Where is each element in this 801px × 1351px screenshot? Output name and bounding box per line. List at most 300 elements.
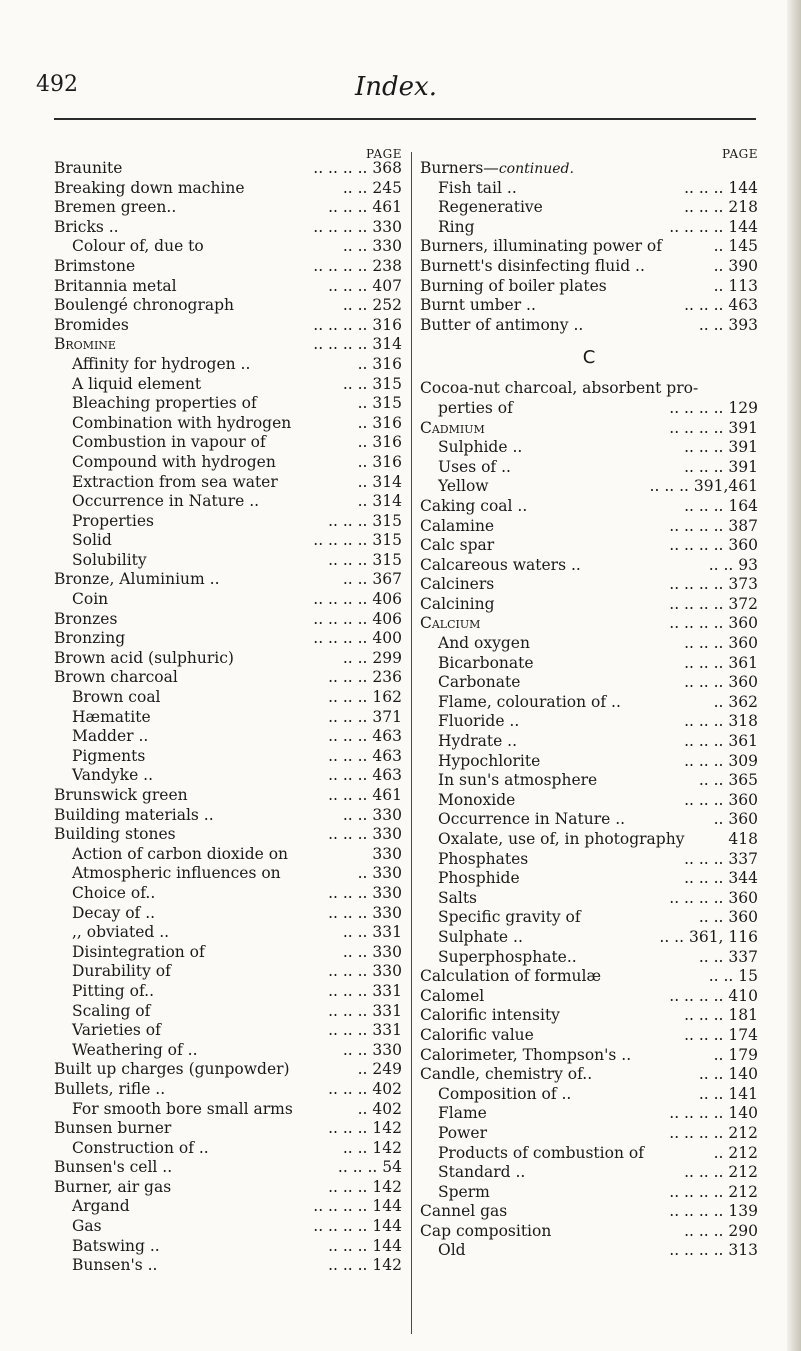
index-page-ref: .. .. .. 144 (684, 178, 758, 197)
index-page-ref: .. .. .. 330 (328, 962, 402, 981)
index-entry (420, 1026, 758, 1046)
index-entry (54, 962, 402, 982)
index-page-ref: .. .. .. 318 (684, 712, 758, 731)
heading-continued: continued. (498, 161, 574, 177)
index-entry (54, 198, 402, 218)
index-entry (420, 438, 758, 458)
index-entry (420, 869, 758, 889)
index-term: Decay of .. (72, 903, 156, 922)
index-entry (420, 1085, 758, 1105)
index-page-ref: .. .. .. .. 360 (669, 614, 758, 633)
index-entry (54, 1100, 402, 1120)
index-entry (420, 752, 758, 772)
index-page-ref: .. .. .. .. 360 (669, 888, 758, 907)
index-entry (420, 179, 758, 199)
index-page-ref: .. .. 367 (342, 570, 402, 589)
index-term: Bromine (54, 335, 116, 354)
index-entry (54, 708, 402, 728)
index-entry (420, 536, 758, 556)
index-entry (420, 1124, 758, 1144)
index-page-ref: .. .. .. 361 (684, 653, 758, 672)
index-page-ref: 418 (728, 830, 758, 848)
index-term: Bleaching properties of (72, 394, 257, 413)
index-entry (54, 277, 402, 297)
index-term: In sun's atmosphere (438, 771, 598, 790)
index-term: Varieties of (72, 1021, 161, 1040)
index-entry (420, 257, 758, 277)
index-page-ref: .. .. .. 142 (328, 1119, 402, 1138)
index-page-ref: .. .. .. 407 (328, 276, 402, 295)
index-term: Calc spar (420, 536, 495, 555)
index-entry (420, 595, 758, 615)
index-term: Butter of antimony .. (420, 315, 584, 334)
index-page-ref: .. .. .. .. 129 (669, 398, 758, 417)
index-entry (420, 1183, 758, 1203)
index-page-ref: .. .. .. 391,461 (649, 477, 758, 496)
index-term: Bremen green.. (54, 198, 177, 217)
index-term: For smooth bore small arms (72, 1099, 293, 1118)
index-entry (54, 237, 402, 257)
index-entry (54, 1041, 402, 1061)
index-entry (54, 433, 402, 453)
index-term: Phosphates (438, 849, 529, 868)
index-term: Regenerative (438, 198, 543, 217)
index-entry (54, 786, 402, 806)
index-entry (420, 1104, 758, 1124)
index-term: Combustion in vapour of (72, 433, 266, 452)
index-page-ref: .. .. .. 391 (684, 438, 758, 457)
index-term: Brown coal (72, 688, 161, 707)
index-term: Standard .. (438, 1163, 526, 1182)
index-term: Hydrate .. (438, 732, 518, 751)
index-term: Power (438, 1123, 487, 1142)
index-page-ref: .. .. .. 361 (684, 732, 758, 751)
index-entry (54, 551, 402, 571)
index-term: perties of (438, 398, 513, 417)
index-term: Weathering of .. (72, 1040, 198, 1059)
index-entry (420, 967, 758, 987)
index-page-ref: .. .. 330 (342, 805, 402, 824)
index-entry (54, 904, 402, 924)
left-column (54, 148, 402, 1276)
index-page-ref: .. 145 (713, 237, 758, 256)
index-page-ref: .. 390 (713, 256, 758, 275)
index-entry (54, 1217, 402, 1237)
index-page-ref: .. 316 (357, 433, 402, 452)
index-page-ref: .. 314 (357, 472, 402, 491)
index-page-ref: .. .. .. 463 (328, 727, 402, 746)
index-page-ref: .. .. .. 236 (328, 668, 402, 687)
index-entry (54, 923, 402, 943)
index-page-ref: .. .. .. 461 (328, 786, 402, 804)
index-entry (420, 218, 758, 238)
section-letter: C (582, 347, 596, 369)
index-entry (420, 296, 758, 316)
index-term: Bullets, rifle .. (54, 1079, 166, 1098)
index-entry (420, 1006, 758, 1026)
index-page-ref: .. .. .. 391 (684, 457, 758, 476)
index-term: Calorimeter, Thompson's .. (420, 1045, 632, 1064)
index-term: Extraction from sea water (72, 472, 278, 491)
index-entry (54, 688, 402, 708)
index-page-ref: .. .. .. .. 360 (669, 536, 758, 555)
index-entry (54, 355, 402, 375)
index-entry (54, 335, 402, 355)
index-page-ref: .. .. .. .. 313 (669, 1241, 758, 1260)
index-entry (54, 1237, 402, 1257)
index-entry (54, 1060, 402, 1080)
index-term: Bunsen's .. (72, 1256, 158, 1275)
index-term: Braunite (54, 159, 123, 177)
index-entry-list (420, 179, 758, 336)
index-page-ref: .. .. .. 315 (328, 550, 402, 569)
page-column-label: PAGE (722, 147, 758, 161)
index-term: Cap composition (420, 1221, 552, 1240)
index-page-ref: .. .. .. 344 (684, 869, 758, 888)
index-entry (420, 419, 758, 439)
index-term: Durability of (72, 962, 171, 981)
index-page-ref: .. 212 (713, 1143, 758, 1162)
index-page-ref: .. .. .. .. 144 (669, 217, 758, 236)
index-term: Fluoride .. (438, 712, 520, 731)
index-term: Action of carbon dioxide on (72, 844, 289, 863)
index-entry (54, 414, 402, 434)
index-page-ref: .. .. .. .. 315 (313, 531, 402, 550)
index-entry (420, 810, 758, 830)
index-entry (420, 712, 758, 732)
index-page-ref: .. .. 299 (342, 648, 402, 667)
index-term: Disintegration of (72, 942, 205, 961)
index-entry (420, 987, 758, 1007)
index-entry (420, 1202, 758, 1222)
index-page-ref: .. .. .. 290 (684, 1221, 758, 1240)
index-entry (420, 458, 758, 478)
index-term: Uses of .. (438, 457, 511, 476)
page-header (36, 72, 756, 112)
index-page-ref: .. .. 393 (698, 315, 758, 334)
index-entry (54, 1178, 402, 1198)
index-term: Cocoa-nut charcoal, absorbent pro- (420, 379, 699, 398)
index-page-ref: .. .. .. 142 (328, 1256, 402, 1275)
index-page-ref: .. .. 337 (698, 947, 758, 966)
index-page-ref: .. .. .. 218 (684, 198, 758, 217)
index-entry (420, 850, 758, 870)
index-page-ref: .. 314 (357, 492, 402, 511)
index-page-ref: .. .. 331 (342, 923, 402, 942)
page-number: 492 (36, 72, 78, 97)
index-entry (54, 982, 402, 1002)
index-page-ref: .. .. .. 142 (328, 1177, 402, 1196)
index-entry (54, 747, 402, 767)
index-page-ref: .. .. .. .. 316 (313, 315, 402, 334)
index-term: Flame (438, 1104, 487, 1123)
index-entry (54, 179, 402, 199)
index-page-ref: .. .. .. .. 144 (313, 1217, 402, 1236)
index-term: Scaling of (72, 1001, 151, 1020)
index-entry (420, 732, 758, 752)
index-entry (54, 1080, 402, 1100)
index-term: Occurrence in Nature .. (72, 492, 260, 511)
index-page-ref: .. .. .. .. 144 (313, 1197, 402, 1216)
index-term: Candle, chemistry of.. (420, 1065, 593, 1084)
index-page-ref: .. .. .. 331 (328, 1021, 402, 1040)
index-term: Compound with hydrogen (72, 452, 276, 471)
index-entry-list (420, 379, 758, 1261)
index-term: Calciners (420, 575, 495, 594)
index-page-ref: .. .. 361, 116 (659, 927, 758, 946)
index-term: Vandyke .. (72, 766, 154, 785)
index-term: Madder .. (72, 727, 149, 746)
index-entry (54, 473, 402, 493)
index-page-ref: .. .. .. 330 (328, 903, 402, 922)
index-page-ref: .. .. 330 (342, 1040, 402, 1059)
index-page-ref: .. .. .. .. 212 (669, 1182, 758, 1201)
index-page-ref: .. .. 245 (342, 178, 402, 197)
index-term: Cannel gas (420, 1202, 508, 1221)
index-term: Solubility (72, 550, 147, 569)
index-entry (54, 1119, 402, 1139)
index-entry-list (54, 159, 402, 1276)
index-term: Bronze, Aluminium .. (54, 570, 220, 589)
index-term: Phosphide (438, 869, 520, 888)
index-page-ref: .. .. .. 331 (328, 981, 402, 1000)
index-term: Pitting of.. (72, 981, 155, 1000)
index-page-ref: .. .. .. .. 391 (669, 418, 758, 437)
index-entry (54, 884, 402, 904)
index-term: Building materials .. (54, 805, 214, 824)
index-entry (420, 614, 758, 634)
running-title: Index. (355, 72, 437, 102)
page-column-label: PAGE (366, 147, 402, 161)
index-entry (54, 375, 402, 395)
index-term: Bronzes (54, 609, 118, 628)
index-entry (420, 948, 758, 968)
index-page-ref: .. .. .. .. 373 (669, 575, 758, 594)
index-page-ref: .. .. .. 309 (684, 751, 758, 770)
index-entry (420, 830, 758, 850)
index-term: Composition of .. (438, 1084, 572, 1103)
index-term: Bicarbonate (438, 653, 534, 672)
index-term: Argand (72, 1197, 130, 1216)
index-term: Colour of, due to (72, 237, 204, 256)
index-page-ref: .. .. .. 54 (337, 1158, 402, 1177)
index-page-ref: .. .. .. 162 (328, 688, 402, 707)
index-entry (420, 654, 758, 674)
index-term: Products of combustion of (438, 1143, 644, 1162)
index-entry (54, 1021, 402, 1041)
index-page-ref: .. .. .. .. 368 (313, 159, 402, 177)
index-entry (420, 673, 758, 693)
index-entry (420, 497, 758, 517)
index-page-ref: .. .. .. .. 212 (669, 1123, 758, 1142)
index-term: Hypochlorite (438, 751, 541, 770)
index-entry (54, 394, 402, 414)
index-page-ref: 330 (372, 844, 402, 863)
index-entry (54, 864, 402, 884)
index-page-ref: .. .. .. 360 (684, 790, 758, 809)
index-entry (420, 1065, 758, 1085)
index-entry (420, 771, 758, 791)
index-term: Specific gravity of (438, 908, 581, 927)
column-divider (411, 152, 412, 1334)
index-entry (420, 928, 758, 948)
index-term: Built up charges (gunpowder) (54, 1060, 290, 1079)
index-page-ref: .. .. .. 315 (328, 511, 402, 530)
index-entry (420, 1222, 758, 1242)
index-entry (54, 1256, 402, 1276)
index-page-ref: .. .. .. 463 (328, 766, 402, 785)
index-entry (54, 453, 402, 473)
index-entry (54, 590, 402, 610)
index-page-ref: .. .. 93 (708, 555, 758, 574)
index-entry (420, 1046, 758, 1066)
index-page-ref: .. .. .. .. 410 (669, 986, 758, 1005)
index-entry (54, 845, 402, 865)
index-term: Burners, illuminating power of (420, 237, 663, 256)
index-term: Calorific intensity (420, 1006, 560, 1025)
index-term: Occurrence in Nature .. (438, 810, 626, 829)
index-page-ref: .. .. 330 (342, 237, 402, 256)
index-page-ref: .. .. .. 360 (684, 673, 758, 692)
index-page-ref: .. .. .. 402 (328, 1079, 402, 1098)
index-entry (54, 316, 402, 336)
index-page-ref: .. .. .. 461 (328, 198, 402, 217)
index-term: Hæmatite (72, 707, 151, 726)
index-page-ref: .. .. .. 337 (684, 849, 758, 868)
index-term: Fish tail .. (438, 178, 517, 197)
index-term: Old (438, 1241, 466, 1260)
index-page-ref: .. .. .. 330 (328, 883, 402, 902)
index-page-ref: .. .. 315 (342, 374, 402, 393)
index-entry (420, 556, 758, 576)
index-entry (420, 1241, 758, 1261)
index-page-ref: .. .. 365 (698, 771, 758, 790)
index-page-ref: .. .. .. 330 (328, 825, 402, 844)
index-term: Affinity for hydrogen .. (72, 354, 251, 373)
index-term: Sulphide .. (438, 438, 523, 457)
index-page-ref: .. .. .. 360 (684, 634, 758, 653)
index-term: Bunsen burner (54, 1119, 172, 1138)
index-page-ref: .. .. .. 181 (684, 1006, 758, 1025)
index-page-ref: .. 362 (713, 692, 758, 711)
index-entry (420, 634, 758, 654)
index-term: Building stones (54, 825, 176, 844)
index-entry (54, 610, 402, 630)
index-term: Calcining (420, 594, 495, 613)
index-page-ref: .. .. .. .. 372 (669, 594, 758, 613)
continued-heading (420, 159, 758, 179)
index-page-ref: .. 360 (713, 810, 758, 829)
index-term: Sulphate .. (438, 927, 523, 946)
index-term: Calcareous waters .. (420, 555, 581, 574)
index-entry (420, 237, 758, 257)
index-term: Bunsen's cell .. (54, 1158, 173, 1177)
index-entry (420, 477, 758, 497)
index-term: Choice of.. (72, 883, 156, 902)
index-term: Yellow (438, 477, 489, 496)
index-term: Caking coal .. (420, 496, 528, 515)
index-page-ref: .. .. .. .. 406 (313, 590, 402, 609)
index-term: Combination with hydrogen (72, 413, 292, 432)
header-rule (54, 118, 756, 120)
index-entry (54, 296, 402, 316)
index-term: Solid (72, 531, 112, 550)
index-entry (420, 198, 758, 218)
index-entry (54, 727, 402, 747)
heading-main: Burners—continued. (420, 159, 574, 177)
index-entry (54, 257, 402, 277)
index-term: Bricks .. (54, 217, 119, 236)
index-term: Pigments (72, 746, 146, 765)
index-entry (54, 531, 402, 551)
index-page-ref: .. 179 (713, 1045, 758, 1064)
index-page-ref: .. .. .. .. 139 (669, 1202, 758, 1221)
index-entry (54, 570, 402, 590)
index-term: Calomel (420, 986, 485, 1005)
index-page-ref: .. .. .. 212 (684, 1163, 758, 1182)
index-term: Flame, colouration of .. (438, 692, 621, 711)
index-page-ref: .. .. .. 463 (684, 296, 758, 315)
index-term: Burning of boiler plates (420, 276, 607, 295)
index-term: Carbonate (438, 673, 521, 692)
index-page-ref: .. .. .. 174 (684, 1025, 758, 1044)
index-term: Bromides (54, 315, 129, 334)
index-entry (54, 649, 402, 669)
index-term: Construction of .. (72, 1138, 209, 1157)
index-term: Calcium (420, 614, 481, 633)
index-term: Monoxide (438, 790, 516, 809)
index-entry (54, 1139, 402, 1159)
index-page-ref: .. .. 360 (698, 908, 758, 927)
index-term: Oxalate, use of, in photography (438, 830, 685, 848)
index-page-ref: .. .. 330 (342, 942, 402, 961)
index-entry (54, 492, 402, 512)
index-term: Atmospheric influences on (72, 864, 281, 883)
index-page-ref: .. .. 15 (708, 967, 758, 986)
index-page-ref: .. .. .. 164 (684, 496, 758, 515)
index-term: Burner, air gas (54, 1177, 172, 1196)
index-entry (54, 1002, 402, 1022)
index-page-ref: .. .. .. .. 400 (313, 629, 402, 648)
index-page-ref: .. .. 142 (342, 1138, 402, 1157)
index-entry (54, 943, 402, 963)
index-entry (420, 575, 758, 595)
index-term: Superphosphate.. (438, 947, 577, 966)
index-term: Calculation of formulæ (420, 967, 602, 986)
index-page-ref: .. .. 140 (698, 1065, 758, 1084)
index-term: Brimstone (54, 256, 136, 275)
index-entry (420, 1163, 758, 1183)
index-page-ref: .. 316 (357, 452, 402, 471)
index-term: Sperm (438, 1182, 490, 1201)
index-term: Breaking down machine (54, 178, 245, 197)
index-entry (420, 791, 758, 811)
index-entry (54, 629, 402, 649)
index-page-ref: .. .. .. 371 (328, 707, 402, 726)
index-page-ref: .. .. .. .. 238 (313, 256, 402, 275)
index-term: Brown acid (sulphuric) (54, 648, 234, 667)
index-entry (420, 517, 758, 537)
index-page-ref: .. 249 (357, 1060, 402, 1079)
index-entry (420, 693, 758, 713)
index-term: Brunswick green (54, 786, 188, 804)
index-page-ref: .. 315 (357, 394, 402, 413)
index-entry (54, 512, 402, 532)
index-term: Cadmium (420, 418, 485, 437)
index-entry (54, 218, 402, 238)
index-entry (420, 399, 758, 419)
index-term: Brown charcoal (54, 668, 178, 687)
